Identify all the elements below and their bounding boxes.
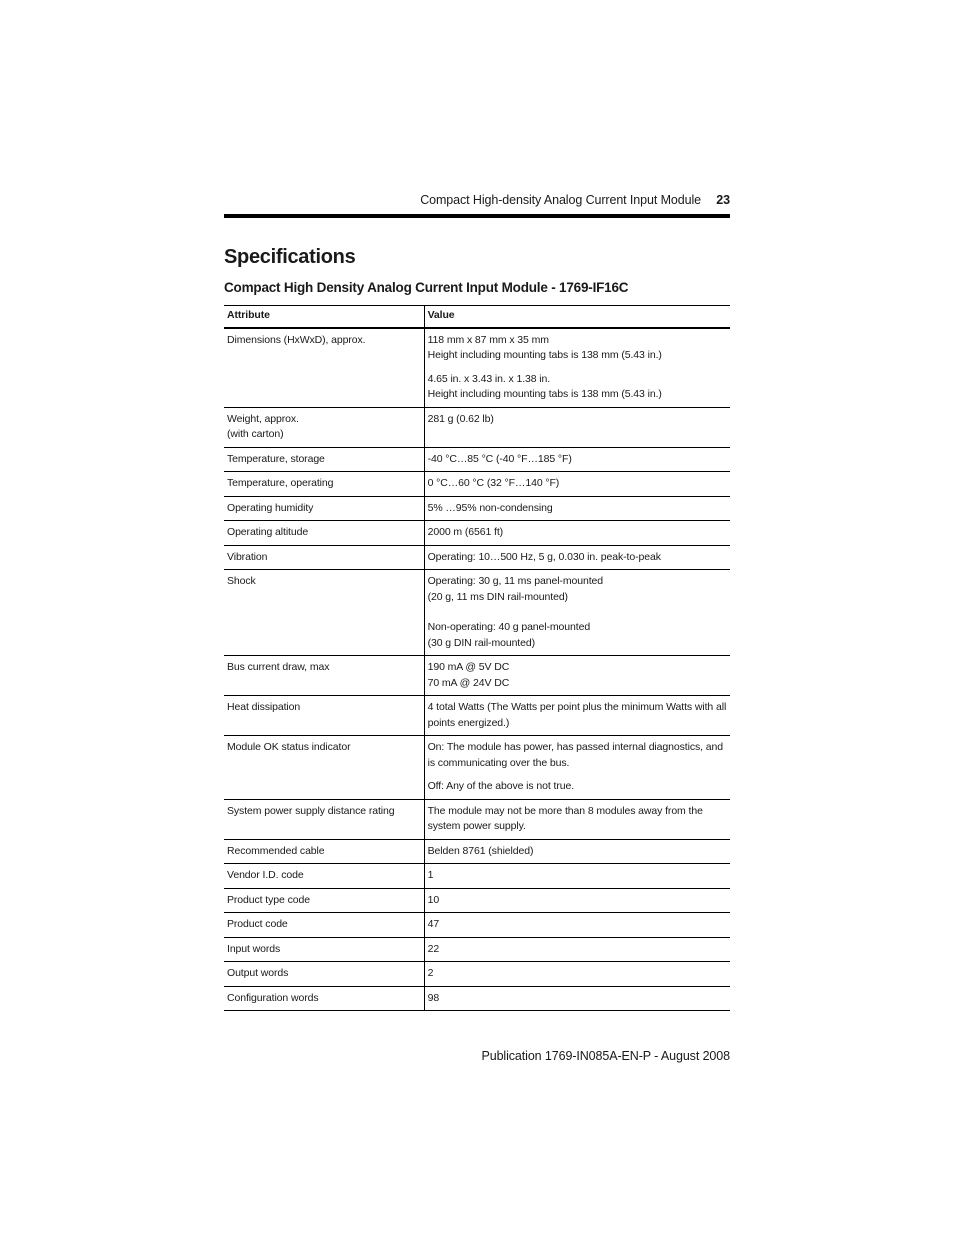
value-line: 281 g (0.62 lb) <box>427 412 494 425</box>
value-cell <box>424 545 730 570</box>
value-line: The module may not be more than 8 modules away from the system power supply. <box>427 804 703 832</box>
value-line: 118 mm x 87 mm x 35 mm <box>427 333 549 346</box>
attribute-cell <box>224 696 424 736</box>
value-line: (20 g, 11 ms DIN rail-mounted) <box>427 590 568 603</box>
value-cell <box>424 407 730 447</box>
value-line: 1 <box>427 869 434 881</box>
attribute-cell <box>224 937 424 962</box>
value-line: 22 <box>427 942 440 955</box>
value-line: 10 <box>427 893 440 906</box>
value-line: Belden 8761 (shielded) <box>427 844 534 857</box>
attribute-cell <box>224 913 424 938</box>
table-row <box>224 407 730 447</box>
attribute-cell <box>224 799 424 839</box>
table-row <box>224 328 730 408</box>
value-line: Operating: 10…500 Hz, 5 g, 0.030 in. peak-to-peak <box>427 550 661 563</box>
column-header-attribute: Attribute <box>224 306 424 328</box>
specifications-table <box>224 305 730 1011</box>
attribute-cell <box>224 328 424 408</box>
table-row <box>224 656 730 696</box>
table-row <box>224 496 730 521</box>
value-cell <box>424 570 730 656</box>
attribute-text: Bus current draw, max <box>227 661 330 673</box>
page-number: 23 <box>716 193 730 207</box>
table-row <box>224 696 730 736</box>
attribute-cell <box>224 570 424 656</box>
attribute-cell <box>224 888 424 913</box>
attribute-text: Vendor I.D. code <box>227 869 304 881</box>
publication-footer: Publication 1769-IN085A-EN-P - August 2008 <box>481 1049 730 1063</box>
column-header-value: Value <box>424 306 730 328</box>
attribute-cell <box>224 986 424 1011</box>
section-title: Specifications <box>224 246 356 268</box>
attribute-text: Product type code <box>227 893 310 906</box>
attribute-text: Operating altitude <box>227 526 309 538</box>
table-row <box>224 736 730 800</box>
attribute-cell <box>224 472 424 497</box>
value-cell <box>424 656 730 696</box>
attribute-cell <box>224 496 424 521</box>
value-line: Off: Any of the above is not true. <box>427 780 575 792</box>
table-row <box>224 839 730 864</box>
value-cell <box>424 913 730 938</box>
attribute-cell <box>224 962 424 987</box>
value-cell <box>424 864 730 889</box>
table-row <box>224 545 730 570</box>
value-line: 0 °C…60 °C (32 °F…140 °F) <box>427 477 560 489</box>
value-cell <box>424 328 730 408</box>
attribute-text: Output words <box>227 967 289 979</box>
value-line: (30 g DIN rail-mounted) <box>427 636 536 649</box>
value-line: 47 <box>427 918 440 930</box>
value-line: 4 total Watts (The Watts per point plus the minimum Watts with all points energized.) <box>427 701 727 729</box>
value-line: 98 <box>427 991 440 1004</box>
attribute-text: Shock <box>227 575 256 587</box>
table-row <box>224 570 730 656</box>
attribute-text: Temperature, operating <box>227 477 334 489</box>
value-cell <box>424 986 730 1011</box>
attribute-text: System power supply distance rating <box>227 804 395 817</box>
value-line: Operating: 30 g, 11 ms panel-mounted <box>427 575 603 587</box>
value-line: Height including mounting tabs is 138 mm (5.43 in.) <box>427 388 662 400</box>
table-row <box>224 937 730 962</box>
value-line: 70 mA @ 24V DC <box>427 676 510 689</box>
table-row <box>224 864 730 889</box>
attribute-cell <box>224 656 424 696</box>
running-title: Compact High-density Analog Current Input Module <box>420 193 701 207</box>
table-row <box>224 521 730 546</box>
subsection-title: Compact High Density Analog Current Input Module - 1769-IF16C <box>224 280 629 295</box>
value-cell <box>424 839 730 864</box>
attribute-cell <box>224 407 424 447</box>
header-rule <box>224 214 730 218</box>
value-line: 190 mA @ 5V DC <box>427 661 510 673</box>
table-row <box>224 447 730 472</box>
table-row <box>224 962 730 987</box>
table-row <box>224 472 730 497</box>
value-line: 2000 m (6561 ft) <box>427 526 504 538</box>
attribute-cell <box>224 447 424 472</box>
value-cell <box>424 962 730 987</box>
attribute-text: Vibration <box>227 550 268 563</box>
value-cell <box>424 937 730 962</box>
attribute-cell <box>224 839 424 864</box>
value-cell <box>424 472 730 497</box>
value-cell <box>424 696 730 736</box>
attribute-text: Input words <box>227 942 281 955</box>
attribute-cell <box>224 545 424 570</box>
value-line: -40 °C…85 °C (-40 °F…185 °F) <box>427 452 572 465</box>
value-line: Height including mounting tabs is 138 mm (5.43 in.) <box>427 349 662 361</box>
attribute-text: (with carton) <box>227 428 284 440</box>
value-cell <box>424 521 730 546</box>
attribute-cell <box>224 864 424 889</box>
value-line: On: The module has power, has passed internal diagnostics, and is communicating over the bus. <box>427 741 723 769</box>
attribute-text: Operating humidity <box>227 501 314 514</box>
attribute-text: Heat dissipation <box>227 701 301 713</box>
value-cell <box>424 888 730 913</box>
page-header <box>224 192 730 214</box>
value-line: 5% …95% non-condensing <box>427 501 553 514</box>
attribute-text: Dimensions (HxWxD), approx. <box>227 333 366 346</box>
attribute-text: Recommended cable <box>227 844 325 857</box>
value-cell <box>424 736 730 800</box>
table-row <box>224 913 730 938</box>
attribute-text: Temperature, storage <box>227 452 325 465</box>
value-line: 4.65 in. x 3.43 in. x 1.38 in. <box>427 372 551 385</box>
attribute-text: Configuration words <box>227 991 319 1004</box>
value-cell <box>424 799 730 839</box>
attribute-cell <box>224 521 424 546</box>
attribute-text: Product code <box>227 918 288 930</box>
attribute-text: Module OK status indicator <box>227 741 351 753</box>
attribute-cell <box>224 736 424 800</box>
table-row <box>224 888 730 913</box>
table-row <box>224 986 730 1011</box>
value-line: 2 <box>427 967 434 979</box>
table-header-row <box>224 306 730 328</box>
value-cell <box>424 447 730 472</box>
attribute-text: Weight, approx. <box>227 412 299 425</box>
value-line: Non-operating: 40 g panel-mounted <box>427 621 591 633</box>
value-cell <box>424 496 730 521</box>
table-row <box>224 799 730 839</box>
